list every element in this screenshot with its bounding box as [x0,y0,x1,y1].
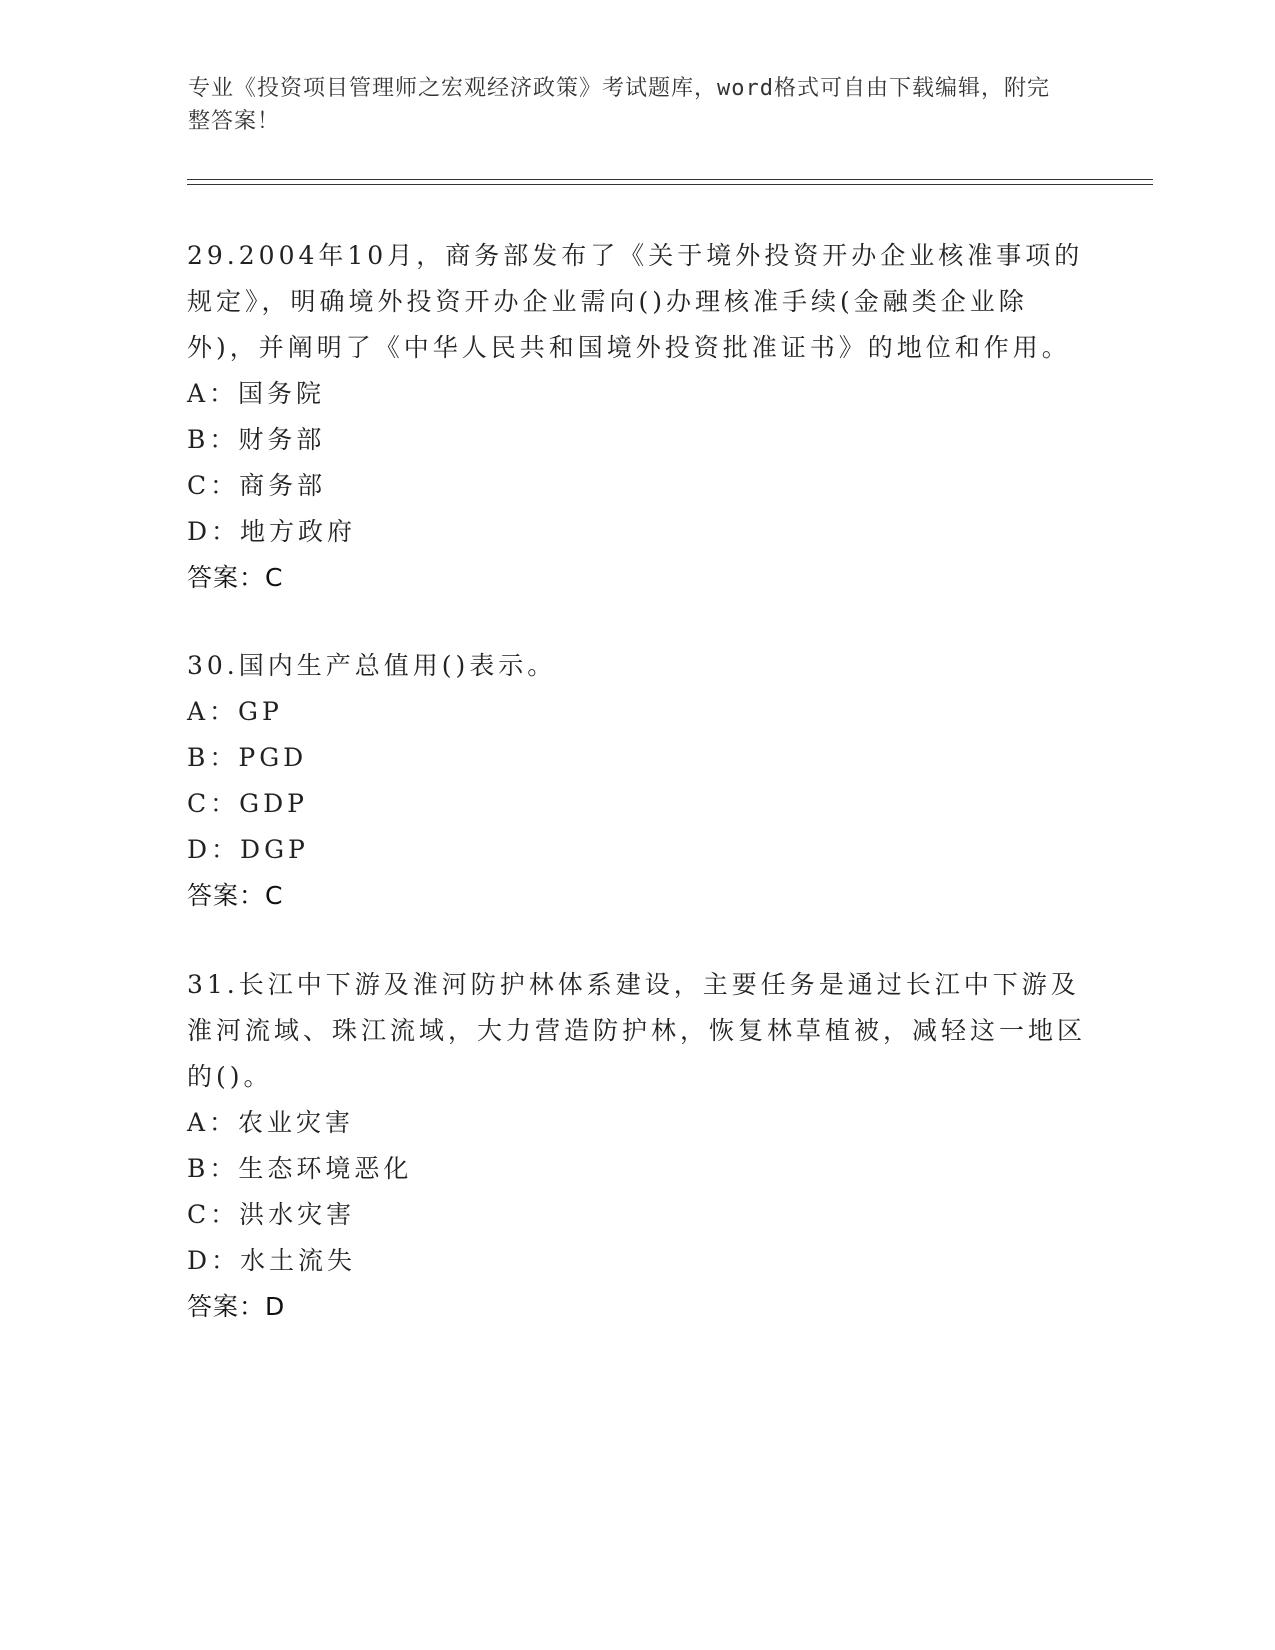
option-a: A：农业灾害 [187,1108,355,1137]
question-stem: 29.2004年10月，商务部发布了《关于境外投资开办企业核准事项的规定》，明确境外投资开办企业需向()办理核准手续(金融类企业除外)，并阐明了《中华人民共和国境外投资批准证书》的地位和作用。 [187,241,1084,362]
option-a: A：GP [187,697,283,726]
option-d: D：DGP [187,835,309,864]
answer-line: 答案：C [187,881,284,910]
question-stem: 30.国内生产总值用()表示。 [187,651,557,680]
question-31 [187,962,1087,1330]
option-b: B：PGD [187,743,308,772]
answer-line: 答案：D [187,1292,286,1321]
option-b: B：生态环境恶化 [187,1154,413,1183]
header-divider-bottom [187,184,1153,185]
option-d: D：水土流失 [187,1246,357,1275]
option-b: B：财务部 [187,425,326,454]
question-stem: 31.长江中下游及淮河防护林体系建设，主要任务是通过长江中下游及淮河流域、珠江流域，大力营造防护林，恢复林草植被，减轻这一地区的()。 [187,970,1087,1091]
option-c: C：GDP [187,789,308,818]
question-30 [187,643,1087,919]
header-divider-top [187,179,1153,180]
option-a: A：国务院 [187,379,326,408]
option-c: C：商务部 [187,471,327,500]
option-c: C：洪水灾害 [187,1200,356,1229]
document-header: 专业《投资项目管理师之宏观经济政策》考试题库，word格式可自由下载编辑，附完整答案！ [188,76,1050,134]
answer-line: 答案：C [187,563,284,592]
option-d: D：地方政府 [187,517,357,546]
question-29 [187,233,1087,601]
